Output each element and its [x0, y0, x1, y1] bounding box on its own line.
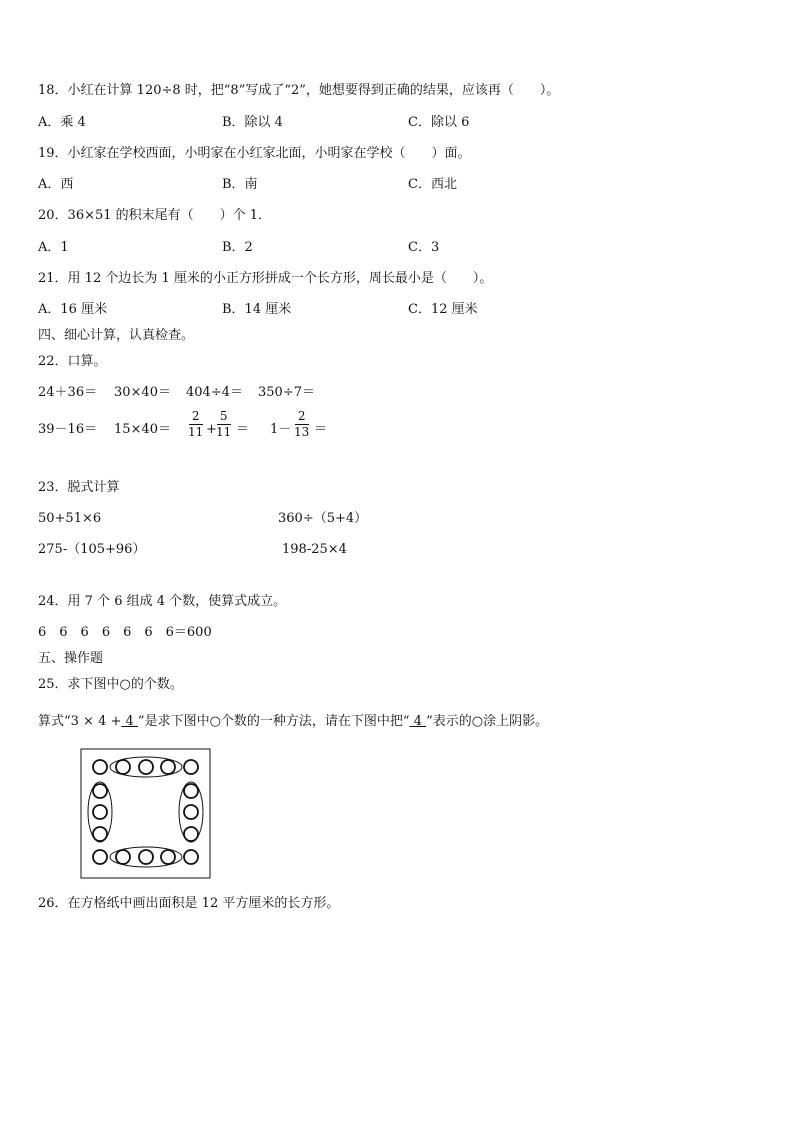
q22-fraction-5-11: 5 11: [216, 409, 232, 439]
q19-option-b: B．南: [222, 177, 258, 192]
circle: [116, 850, 130, 864]
q22-item-1: 24＋36＝: [38, 385, 98, 400]
circle: [139, 850, 153, 864]
q25-desc-underlined-4: 4: [121, 714, 138, 729]
q19-stem: 19．小红家在学校西面，小明家在小红家北面，小明家在学校（ ）面。: [38, 146, 471, 161]
circle: [161, 760, 175, 774]
q25-desc-underlined-4b: 4: [409, 714, 427, 729]
q21-stem: 21．用 12 个边长为 1 厘米的小正方形拼成一个长方形，周长最小是（ ）。: [38, 271, 493, 286]
q20-stem: 20．36×51 的积末尾有（ ）个 1．: [38, 208, 272, 223]
q25-description: [38, 714, 548, 730]
circle: [93, 784, 107, 798]
q19-option-c: C．西北: [408, 177, 457, 192]
q25-desc-part-1: 算式“3 × 4 +: [38, 714, 122, 729]
q21-option-b: B．14 厘米: [222, 302, 292, 317]
circle: [93, 805, 107, 819]
circle: [184, 805, 198, 819]
q22-plus-sign: +: [206, 422, 217, 437]
circle: [93, 760, 107, 774]
q24-stem: 24．用 7 个 6 组成 4 个数，使算式成立。: [38, 594, 287, 609]
q21-option-c: C．12 厘米: [408, 302, 478, 317]
q25-desc-part-3: ”表示的○涂上阴影。: [426, 714, 549, 729]
q18-option-a: A．乘 4: [38, 115, 86, 130]
q22-item-3: 404÷4＝: [186, 385, 243, 400]
circle: [184, 760, 198, 774]
q19-option-a: A．西: [38, 177, 74, 192]
q23-stem: 23．脱式计算: [38, 480, 120, 495]
q25-desc-part-2: ”是求下图中○个数的一种方法，请在下图中把“: [137, 714, 410, 729]
q25-stem: 25．求下图中○的个数。: [38, 677, 183, 692]
q22-item-4: 350÷7＝: [258, 385, 315, 400]
q22-fraction-2-13: 2 13: [294, 409, 310, 439]
circle: [139, 760, 153, 774]
circle: [93, 850, 107, 864]
q18-option-c: C．除以 6: [408, 115, 470, 130]
q22-one-minus: 1－: [270, 422, 292, 437]
q22-item-2: 30×40＝: [114, 385, 171, 400]
section-4-heading: 四、细心计算，认真检查。: [38, 328, 195, 343]
q23-item-2: 360÷（5+4）: [278, 511, 368, 526]
q22-item-5: 39－16＝: [38, 422, 98, 437]
q20-option-c: C．3: [408, 240, 440, 255]
q18-stem: 18．小红在计算 120÷8 时，把“8”写成了“2”，她想要得到正确的结果，应该再（ ）。: [38, 83, 560, 98]
q22-equals-1: ＝: [236, 422, 250, 437]
q26-stem: 26．在方格纸中画出面积是 12 平方厘米的长方形。: [38, 896, 340, 911]
circle: [161, 850, 175, 864]
circle: [116, 760, 130, 774]
q20-option-b: B．2: [222, 240, 253, 255]
circle: [184, 784, 198, 798]
circle: [184, 827, 198, 841]
circle: [184, 850, 198, 864]
q21-option-a: A．16 厘米: [38, 302, 108, 317]
q22-item-6: 15×40＝: [114, 422, 171, 437]
q23-item-3: 275-（105+96）: [38, 542, 146, 557]
q24-equation: 6 6 6 6 6 6 6＝600: [38, 625, 212, 640]
q18-option-b: B．除以 4: [222, 115, 283, 130]
q22-equals-2: ＝: [314, 422, 328, 437]
circle: [93, 827, 107, 841]
q22-fraction-2-11: 2 11: [188, 409, 204, 439]
q23-item-1: 50+51×6: [38, 511, 102, 526]
q25-circle-figure: [80, 748, 212, 880]
section-5-heading: 五、操作题: [38, 651, 104, 666]
q23-item-4: 198-25×4: [282, 542, 347, 557]
q20-option-a: A．1: [38, 240, 69, 255]
q22-stem: 22．口算。: [38, 354, 107, 369]
